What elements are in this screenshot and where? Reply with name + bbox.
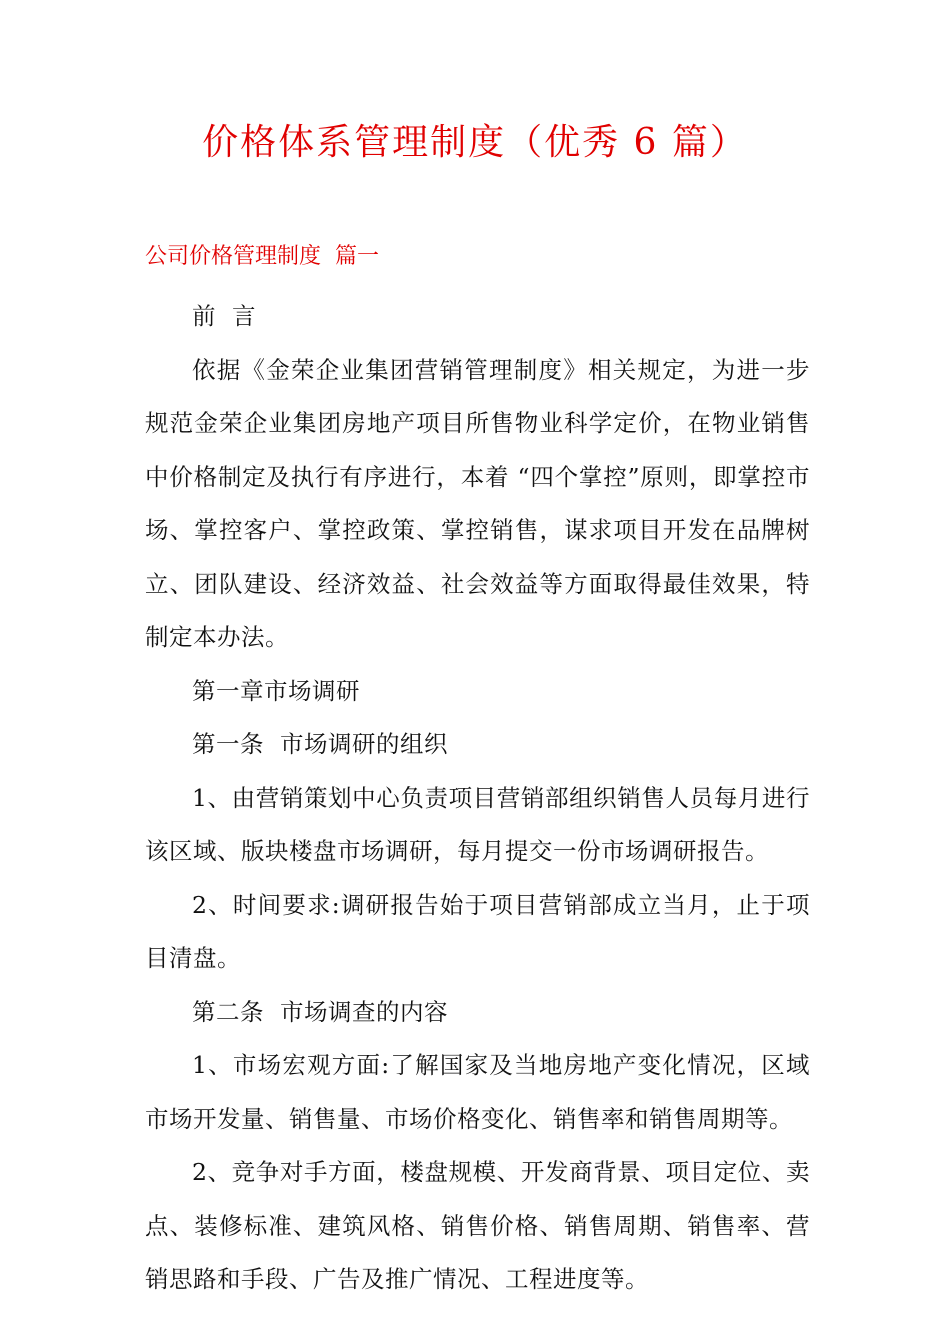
preface-paragraph: 依据《金荣企业集团营销管理制度》相关规定，为进一步规范金荣企业集团房地产项目所售物业科学定价，在物业销售中价格制定及执行有序进行，本着 “四个掌控”原则，即掌控市场、掌控客户、掌控政策、掌控销售，谋求项目开发在品牌树立、团队建设、经济效益、社会效益等方面取得最佳效果，特制定本办法。 bbox=[145, 355, 810, 651]
article-heading: 第一条 市场调研的组织 bbox=[192, 730, 448, 758]
clause-paragraph: 1、市场宏观方面:了解国家及当地房地产变化情况，区域市场开发量、销售量、市场价格变化、销售率和销售周期等。 bbox=[145, 1051, 810, 1133]
chapter-heading: 第一章市场调研 bbox=[192, 676, 360, 705]
article-heading: 第二条 市场调查的内容 bbox=[192, 997, 448, 1026]
clause-paragraph: 2、竞争对手方面，楼盘规模、开发商背景、项目定位、卖点、装修标准、建筑风格、销售价格、销售周期、销售率、营销思路和手段、广告及推广情况、工程进度等。 bbox=[145, 1158, 810, 1293]
section-heading: 公司价格管理制度 篇一 bbox=[145, 244, 379, 269]
preface-heading: 前 言 bbox=[192, 302, 256, 330]
clause-paragraph: 1、由营销策划中心负责项目营销部组织销售人员每月进行该区域、版块楼盘市场调研，每月提交一份市场调研报告。 bbox=[145, 783, 810, 865]
document-body bbox=[145, 290, 810, 1307]
clause-paragraph: 2、时间要求:调研报告始于项目营销部成立当月，止于项目清盘。 bbox=[145, 890, 810, 972]
document-title: 价格体系管理制度（优秀 6 篇） bbox=[202, 122, 748, 163]
